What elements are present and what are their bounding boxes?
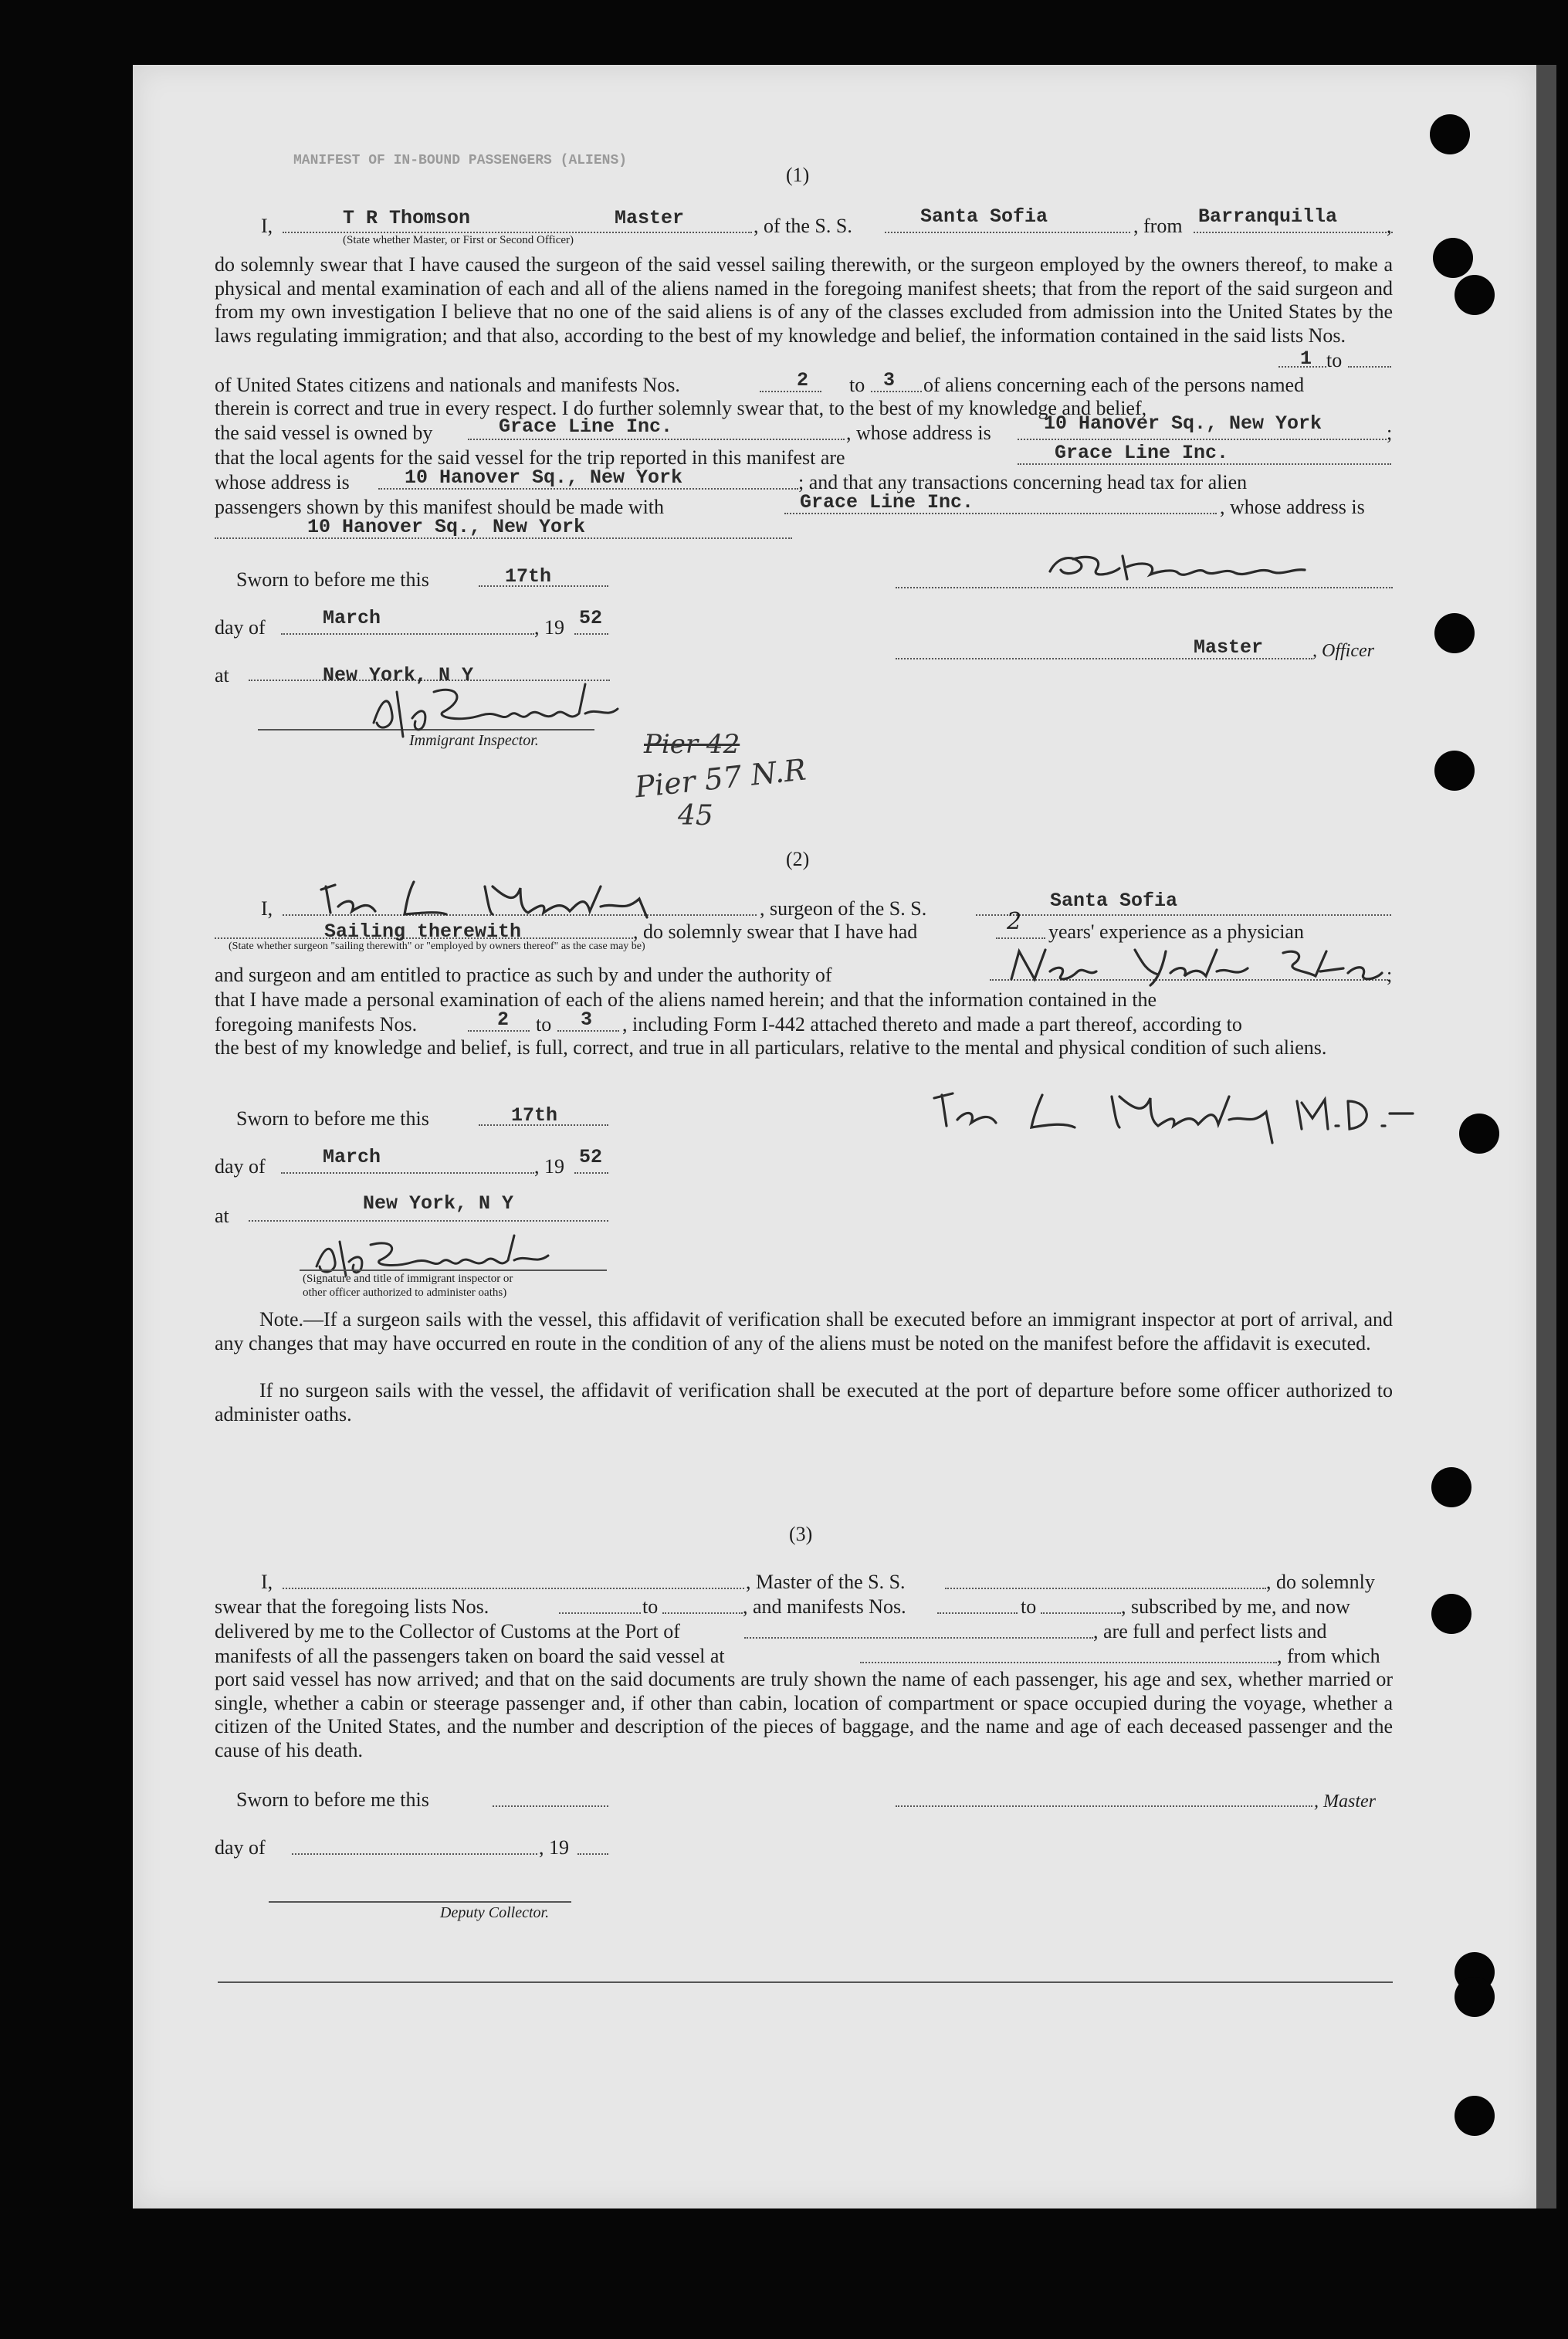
lists-line xyxy=(1278,366,1326,368)
years: 2 xyxy=(1007,908,1022,935)
boarding-port-line-3 xyxy=(860,1662,1277,1663)
punch-hole xyxy=(1434,751,1475,791)
sailing-value: Sailing therewith xyxy=(324,920,522,943)
years-line xyxy=(996,937,1045,939)
punch-hole xyxy=(1431,1467,1471,1507)
collector-caption: Deputy Collector. xyxy=(440,1904,550,1921)
vessel-line xyxy=(885,232,1130,233)
whose-address-end: , whose address is xyxy=(1220,496,1365,518)
month-line xyxy=(281,633,534,635)
owner-address: 10 Hanover Sq., New York xyxy=(1044,412,1322,435)
line4b: , from which xyxy=(1277,1645,1380,1667)
owner-line xyxy=(468,439,845,440)
at-label: at xyxy=(215,664,229,686)
correct-text: therein is correct and true in every respect. I do further solemnly swear that, to the best of my knowledge and belief, xyxy=(215,397,1147,419)
day-of-label: day of xyxy=(215,616,266,639)
lists-to-line-3 xyxy=(662,1612,743,1614)
authority-signature xyxy=(1004,941,1393,990)
authority-text: and surgeon and am entitled to practice as such by and under the authority of xyxy=(215,964,832,986)
punch-hole xyxy=(1455,2096,1495,2136)
line2c: , subscribed by me, and now xyxy=(1121,1595,1350,1618)
section-1-number: (1) xyxy=(786,164,810,186)
surgeon-signature xyxy=(926,1080,1421,1149)
agents-label: that the local agents for the said vessel for the trip reported in this manifest are xyxy=(215,446,845,469)
whose-address-label: , whose address is xyxy=(846,422,991,444)
agents: Grace Line Inc. xyxy=(1055,442,1229,464)
year-line-3 xyxy=(577,1853,608,1855)
year-line xyxy=(574,633,608,635)
place: New York, N Y xyxy=(323,664,474,686)
year-prefix-3: , 19 xyxy=(539,1836,569,1859)
punch-hole xyxy=(1459,1114,1499,1154)
port-line-3 xyxy=(744,1637,1093,1639)
master-signature xyxy=(1042,541,1320,595)
punch-hole xyxy=(1455,275,1495,315)
manifest-to-line-3 xyxy=(1041,1612,1121,1614)
i-label-3: I, xyxy=(261,1571,273,1593)
foregoing-label: foregoing manifests Nos. xyxy=(215,1013,418,1036)
years-text: years' experience as a physician xyxy=(1048,920,1304,943)
comma: , xyxy=(1387,215,1392,237)
from-line xyxy=(1194,232,1393,233)
head-tax-text: ; and that any transactions concerning head tax for alien xyxy=(798,471,1248,493)
master-rank: Master xyxy=(615,207,685,229)
month: March xyxy=(323,607,381,629)
section-2-body-2: the best of my knowledge and belief, is full, correct, and true in all particulars, relative to the mental and physical condition of such aliens. xyxy=(215,1036,1327,1059)
foregoing-to-value: 3 xyxy=(581,1008,593,1031)
pier-note: Pier 57 N.R xyxy=(633,752,808,805)
day-of-label-2: day of xyxy=(215,1155,266,1178)
including-text: , including Form I-442 attached thereto and made a part thereof, according to xyxy=(622,1013,1242,1036)
sworn-day: 17th xyxy=(505,565,552,588)
inspector-sig-line-2 xyxy=(300,1270,607,1271)
section-2-number: (2) xyxy=(786,848,810,870)
sailing-note: (State whether surgeon "sailing therewith" or "employed by owners thereof" as the case may be) xyxy=(229,941,645,952)
head-tax-party: Grace Line Inc. xyxy=(800,491,974,514)
page-edge-shadow xyxy=(1536,65,1556,2208)
inspector-caption: Immigrant Inspector. xyxy=(409,732,539,749)
master-name: T R Thomson xyxy=(343,207,471,229)
from-label: , from xyxy=(1133,215,1183,237)
semicolon: ; xyxy=(1387,964,1393,986)
vessel-name: Santa Sofia xyxy=(920,205,1048,228)
master-of-label: , Master of the S. S. xyxy=(746,1571,906,1593)
sworn-day-2: 17th xyxy=(511,1104,558,1127)
punch-hole xyxy=(1455,1977,1495,2017)
manifest-from: 2 xyxy=(797,369,809,392)
month-line-2 xyxy=(281,1172,534,1174)
of-ss-label: , of the S. S. xyxy=(754,215,852,237)
owned-by-label: the said vessel is owned by xyxy=(215,422,433,444)
sworn-label-3: Sworn to before me this xyxy=(236,1788,429,1811)
sworn-day-line-3 xyxy=(493,1805,608,1807)
year-suffix-2: 52 xyxy=(579,1146,603,1168)
semicolon: ; xyxy=(1387,422,1393,444)
i-label: I, xyxy=(261,215,273,237)
owner: Grace Line Inc. xyxy=(499,415,673,438)
surgeon-signature-inline xyxy=(315,871,693,925)
faint-header-text: MANIFEST OF IN-BOUND PASSENGERS (ALIENS) xyxy=(293,153,628,168)
manifest-from-line-3 xyxy=(937,1612,1018,1614)
surgeon-of-label: , surgeon of the S. S. xyxy=(760,897,927,920)
line3a: delivered by me to the Collector of Customs at the Port of xyxy=(215,1620,680,1642)
year-line-2 xyxy=(574,1172,608,1174)
owner-address-line xyxy=(1018,439,1387,440)
line2a: swear that the foregoing lists Nos. xyxy=(215,1595,489,1618)
day-of-label-3: day of xyxy=(215,1836,266,1859)
collector-sig-line xyxy=(269,1901,571,1903)
at-label-2: at xyxy=(215,1205,229,1227)
sworn-label: Sworn to before me this xyxy=(236,568,429,591)
master-name-line-3 xyxy=(283,1588,744,1589)
section-2-body: that I have made a personal examination of each of the aliens named herein; and that the information contained in the xyxy=(215,988,1157,1011)
passengers-text: passengers shown by this manifest should be made with xyxy=(215,496,665,518)
inspector-caption-2a: (Signature and title of immigrant inspector or xyxy=(303,1273,513,1285)
place-line-2 xyxy=(249,1220,608,1222)
agents-address-label: whose address is xyxy=(215,471,350,493)
lists-to-3: to xyxy=(642,1595,659,1618)
master-sig-line-3 xyxy=(896,1805,1312,1807)
citizens-text: of United States citizens and nationals and manifests Nos. xyxy=(215,374,680,396)
agents-address: 10 Hanover Sq., New York xyxy=(405,466,683,489)
pier-note-number: 45 xyxy=(678,800,713,832)
punch-hole xyxy=(1433,238,1473,278)
pier-note-crossed: Pier 42 xyxy=(644,729,740,760)
line4a: manifests of all the passengers taken on board the said vessel at xyxy=(215,1645,725,1667)
lists-from: 1 xyxy=(1300,347,1312,370)
master-label-3: , Master xyxy=(1314,1792,1376,1812)
manifest-to-3: to xyxy=(1021,1595,1037,1618)
month-line-3 xyxy=(292,1853,537,1855)
surgeon-vessel: Santa Sofia xyxy=(1050,890,1178,912)
inspector-caption-2b: other officer authorized to administer oaths) xyxy=(303,1286,507,1299)
name-line xyxy=(283,232,752,233)
year-prefix: , 19 xyxy=(534,616,564,639)
swear-text: , do solemnly swear that I have had xyxy=(633,920,918,943)
manifest-to-value: 3 xyxy=(883,369,896,392)
punch-hole xyxy=(1430,114,1470,154)
officer-label: , Officer xyxy=(1312,641,1374,661)
section-3-number: (3) xyxy=(789,1523,813,1545)
from-port: Barranquilla xyxy=(1198,205,1338,228)
aliens-concerning: of aliens concerning each of the persons named xyxy=(923,374,1305,396)
section-3-body: port said vessel has now arrived; and that on the said documents are truly shown the name of each passenger, his age and sex, whether married or single, whether a cabin or steerage passenger and, if other than cabin, location of compartment or space occupied during the voyage, whether a citizen of the United States, and the number and description of the pieces of baggage, and the name and age of each deceased passenger and the cause of his death. xyxy=(215,1668,1393,1761)
section-1-body: do solemnly swear that I have caused the surgeon of the said vessel sailing therewith, or the surgeon employed by the owners thereof, to make a physical and mental examination of each and all of the aliens named in the foregoing manifest sheets; that from the report of the said surgeon and from my own investigation I believe that no one of the said aliens is of any of the classes excluded from admission into the United States by the laws regulating immigration; and that also, according to the best of my knowledge and belief, the information contained in the said lists Nos. xyxy=(215,253,1393,347)
note-paragraph-2: If no surgeon sails with the vessel, the affidavit of verification shall be executed at the port of departure before some officer authorized to administer oaths. xyxy=(215,1379,1393,1425)
punch-hole xyxy=(1434,613,1475,653)
manifest-to-line xyxy=(871,391,922,392)
year-prefix-2: , 19 xyxy=(534,1155,564,1178)
i-label-2: I, xyxy=(261,897,273,920)
month-2: March xyxy=(323,1146,381,1168)
line3b: , are full and perfect lists and xyxy=(1093,1620,1327,1642)
lists-to-line xyxy=(1348,366,1391,368)
manifest-from-line xyxy=(760,391,821,392)
officer-rank: Master xyxy=(1194,636,1264,659)
surgeon-vessel-line xyxy=(976,914,1391,916)
manifest-to: to xyxy=(849,374,865,396)
do-solemnly: , do solemnly xyxy=(1266,1571,1375,1593)
place-2: New York, N Y xyxy=(363,1192,514,1215)
line2b: , and manifests Nos. xyxy=(743,1595,906,1618)
head-tax-address: 10 Hanover Sq., New York xyxy=(307,516,586,538)
lists-from-line-3 xyxy=(559,1612,641,1614)
note-paragraph: Note.—If a surgeon sails with the vessel, this affidavit of verification shall be executed before an immigrant inspector at port of arrival, and any changes that may have occurred en route in the condition of any of the aliens must be noted on the manifest before the affidavit is executed. xyxy=(215,1308,1393,1354)
vessel-line-3 xyxy=(945,1588,1266,1589)
bottom-rule xyxy=(218,1981,1393,1983)
rank-note: (State whether Master, or First or Second Officer) xyxy=(343,234,574,246)
lists-to: to xyxy=(1326,349,1343,371)
foregoing-to: to xyxy=(536,1013,552,1036)
sworn-label-2: Sworn to before me this xyxy=(236,1107,429,1130)
year-suffix: 52 xyxy=(579,607,603,629)
punch-hole xyxy=(1431,1594,1471,1634)
foregoing-from: 2 xyxy=(497,1008,510,1031)
